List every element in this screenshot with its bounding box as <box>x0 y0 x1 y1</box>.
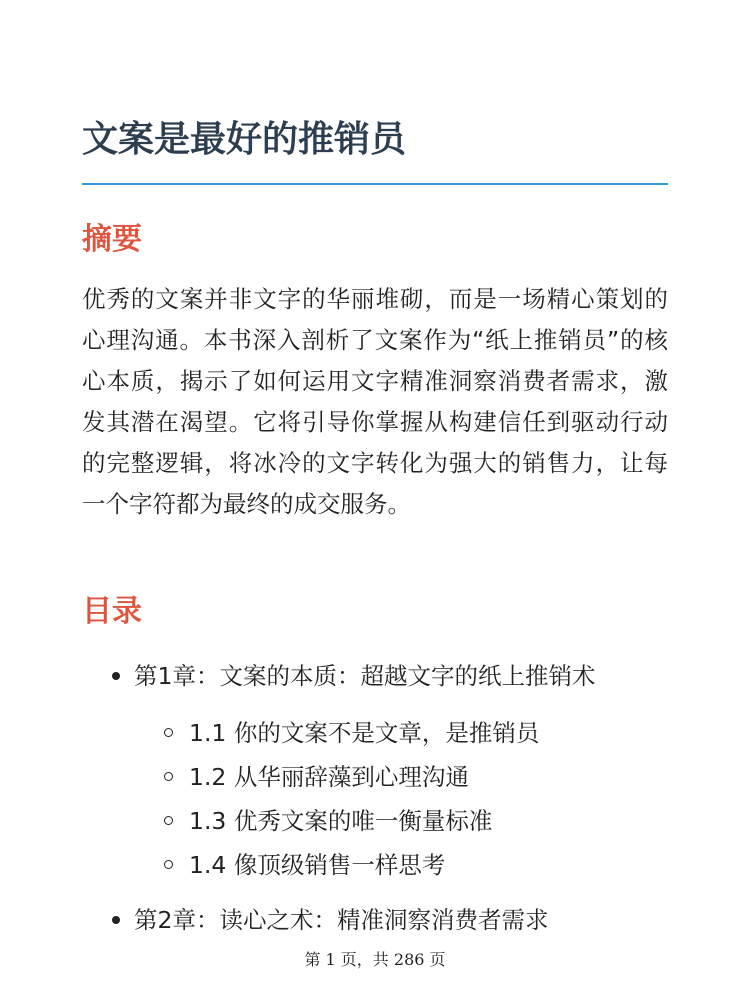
page-title: 文案是最好的推销员 <box>82 119 407 160</box>
toc-chapter-label: 第1章：文案的本质：超越文字的纸上推销术 <box>134 662 596 690</box>
toc-heading: 目录 <box>82 594 142 629</box>
circle-bullet-icon <box>164 728 173 737</box>
bullet-icon <box>112 916 120 924</box>
circle-bullet-icon <box>164 816 173 825</box>
abstract-heading: 摘要 <box>82 222 142 257</box>
circle-bullet-icon <box>164 772 173 781</box>
toc-section-label: 1.2 从华丽辞藻到心理沟通 <box>189 763 469 791</box>
title-divider <box>82 183 668 185</box>
toc-section-label: 1.3 优秀文案的唯一衡量标准 <box>189 807 493 835</box>
circle-bullet-icon <box>164 860 173 869</box>
page-footer: 第 1 页，共 286 页 <box>304 950 446 969</box>
bullet-icon <box>112 672 120 680</box>
toc-chapter-label: 第2章：读心之术：精准洞察消费者需求 <box>134 906 549 934</box>
toc-section-label: 1.4 像顶级销售一样思考 <box>189 851 446 879</box>
abstract-text: 优秀的文案并非文字的华丽堆砌，而是一场精心策划的心理沟通。本书深入剖析了文案作为“纸上推销员”的核心本质，揭示了如何运用文字精准洞察消费者需求，激发其潜在渴望。它将引导你掌握从构建信任到驱动行动的完整逻辑，将冰冷的文字转化为强大的销售力，让每一个字符都为最终的成交服务。 <box>82 285 668 518</box>
toc-section-label: 1.1 你的文案不是文章，是推销员 <box>189 719 540 747</box>
